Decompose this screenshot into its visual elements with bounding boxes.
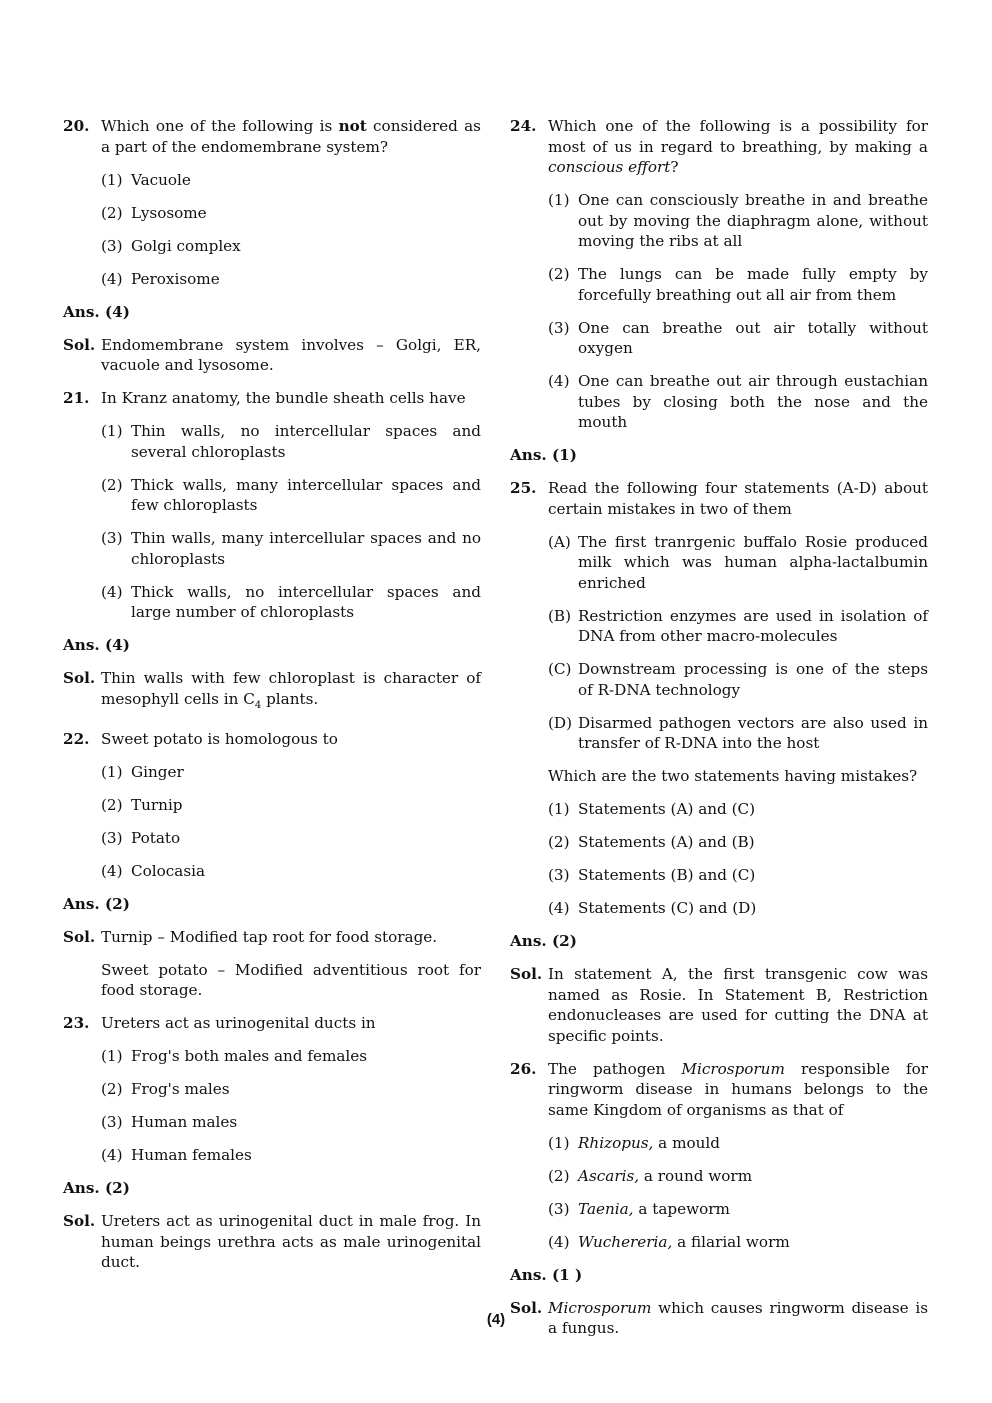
option: (4) Colocasia xyxy=(101,861,206,880)
question-number: 26. xyxy=(510,1059,537,1078)
option: (4) Thick walls, no intercellular spaces and large number of chloroplasts xyxy=(101,582,481,621)
option: (2) Turnip xyxy=(101,795,183,814)
answer-25: Ans. (2) xyxy=(510,932,577,950)
question-24 xyxy=(510,116,928,433)
option: (2) Thick walls, many intercellular spaces and few chloroplasts xyxy=(101,475,481,514)
left-column xyxy=(63,116,481,1285)
answer-26: Ans. (1 ) xyxy=(510,1265,583,1284)
option: (1) Ginger xyxy=(101,762,184,781)
question-text: The pathogen Microsporum responsible for ringworm disease in humans belongs to the same Kingdom of organisms as that of xyxy=(548,1059,928,1119)
statement: (A) The first tranrgenic buffalo Rosie produced milk which was human alpha-lactalbumin enriched xyxy=(548,532,928,592)
option: (3) One can breathe out air totally without oxygen xyxy=(548,318,928,357)
option: (2) Statements (A) and (B) xyxy=(548,833,755,851)
statement: (D) Disarmed pathogen vectors are also used in transfer of R-DNA into the host xyxy=(548,713,928,752)
right-column xyxy=(510,116,928,1351)
solution-26: Sol. Microsporum which causes ringworm disease is a fungus. xyxy=(510,1298,928,1337)
option: (3) Statements (B) and (C) xyxy=(548,866,756,884)
option: (3) Golgi complex xyxy=(101,236,241,255)
solution-20: Sol. Endomembrane system involves – Golgi, ER, vacuole and lysosome. xyxy=(63,335,481,374)
answer-24: Ans. (1) xyxy=(510,446,577,464)
question-22 xyxy=(63,729,481,882)
option: (2) Lysosome xyxy=(101,203,207,222)
options xyxy=(548,1133,928,1253)
option: (3) Human males xyxy=(101,1113,238,1132)
sub-question: Which are the two statements having mistakes? xyxy=(548,767,918,785)
question-number: 20. xyxy=(63,117,90,135)
option: (2) Ascaris, a round worm xyxy=(548,1166,753,1185)
question-text: Which one of the following is a possibility for most of us in regard to breathing, by making a conscious effort? xyxy=(548,117,928,176)
options xyxy=(101,421,481,623)
question-20 xyxy=(63,116,481,289)
option: (3) Thin walls, many intercellular spaces and no chloroplasts xyxy=(101,529,481,568)
option: (1) Vacuole xyxy=(101,170,191,189)
option: (1) Rhizopus, a mould xyxy=(548,1133,720,1152)
question-number: 22. xyxy=(63,729,90,748)
answer-22: Ans. (2) xyxy=(63,894,130,913)
answer-20: Ans. (4) xyxy=(63,302,130,321)
page-number: (4) xyxy=(486,1311,506,1328)
question-25 xyxy=(510,478,928,919)
question-23 xyxy=(63,1013,481,1166)
option: (1) Statements (A) and (C) xyxy=(548,800,756,818)
question-21 xyxy=(63,388,481,623)
options xyxy=(548,799,928,919)
option: (2) The lungs can be made fully empty by forcefully breathing out all air from them xyxy=(548,265,928,304)
question-number: 21. xyxy=(63,389,90,407)
options xyxy=(101,170,481,290)
option: (4) Peroxisome xyxy=(101,269,220,288)
option: (1) Frog's both males and females xyxy=(101,1047,368,1066)
answer-23: Ans. (2) xyxy=(63,1179,130,1198)
statement: (C) Downstream processing is one of the steps of R-DNA technology xyxy=(548,660,928,699)
option: (3) Potato xyxy=(101,828,181,847)
options xyxy=(548,190,928,433)
option: (1) One can consciously breathe in and breathe out by moving the diaphragm alone, without moving the ribs at all xyxy=(548,191,928,250)
question-number: 23. xyxy=(63,1014,90,1033)
option: (4) Wuchereria, a filarial worm xyxy=(548,1232,790,1251)
question-text: Read the following four statements (A-D) about certain mistakes in two of them xyxy=(548,479,928,518)
answer-21: Ans. (4) xyxy=(63,636,130,654)
options xyxy=(101,1046,481,1166)
option: (1) Thin walls, no intercellular spaces and several chloroplasts xyxy=(101,422,481,461)
question-text: Which one of the following is not considered as a part of the endomembrane system? xyxy=(101,117,481,156)
statement: (B) Restriction enzymes are used in isolation of DNA from other macro-molecules xyxy=(548,606,928,645)
option: (4) Human females xyxy=(101,1146,252,1165)
option: (3) Taenia, a tapeworm xyxy=(548,1199,730,1218)
question-number: 24. xyxy=(510,117,537,135)
solution-25: Sol. In statement A, the first transgenic cow was named as Rosie. In Statement B, Restriction endonucleases are used for cutting the DNA at specific points. xyxy=(510,965,928,1045)
question-text: Ureters act as urinogenital ducts in xyxy=(101,1014,376,1033)
solution-21: Sol. Thin walls with few chloroplast is character of mesophyll cells in $C_4$ plants. xyxy=(63,669,481,711)
question-number: 25. xyxy=(510,479,537,497)
option: (2) Frog's males xyxy=(101,1080,230,1099)
options xyxy=(101,762,481,882)
solution-22: Sol. Turnip – Modified tap root for food storage. Sweet potato – Modified adventitious root for food storage. xyxy=(63,927,481,1000)
option: (4) One can breathe out air through eustachian tubes by closing both the nose and the mouth xyxy=(548,372,928,431)
question-text: Sweet potato is homologous to xyxy=(101,729,338,748)
question-26 xyxy=(510,1059,928,1253)
solution-23: Sol. Ureters act as urinogenital duct in male frog. In human beings urethra acts as male urinogenital duct. xyxy=(63,1212,481,1272)
option: (4) Statements (C) and (D) xyxy=(548,899,757,917)
statements xyxy=(548,532,928,754)
question-text: In Kranz anatomy, the bundle sheath cells have xyxy=(101,389,466,407)
